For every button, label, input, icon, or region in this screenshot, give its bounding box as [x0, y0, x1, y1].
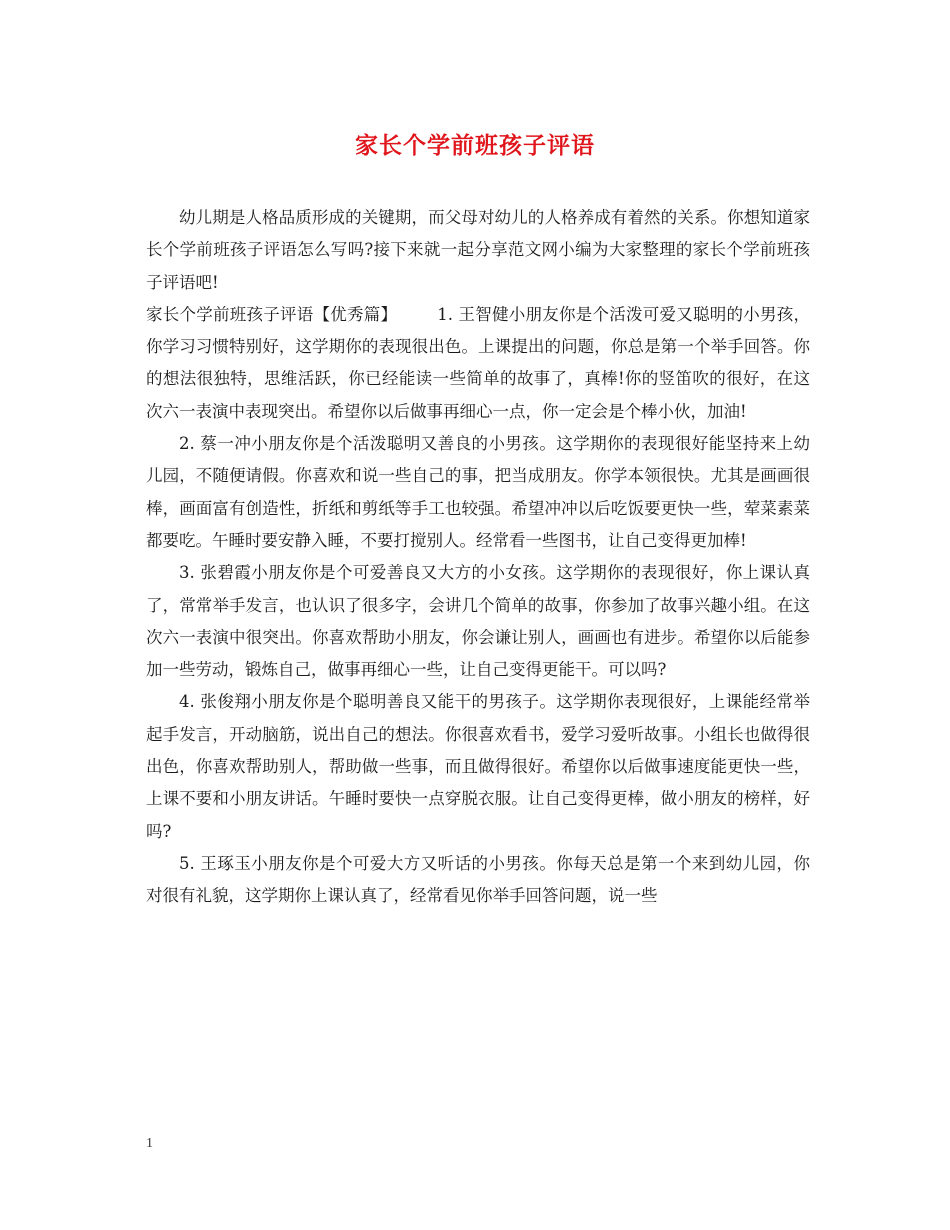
page-number: 1: [146, 1136, 153, 1151]
comment-item: 2. 蔡一冲小朋友你是个活泼聪明又善良的小男孩。这学期你的表现很好能坚持来上幼儿园，不随便请假。你喜欢和说一些自己的事，把当成朋友。你学本领很快。尤其是画画很棒，画面富有创造性，折纸和剪纸等手工也较强。希望冲冲以后吃饭要更快一些，荤菜素菜都要吃。午睡时要安静入睡，不要打搅别人。经常看一些图书，让自己变得更加棒!: [146, 434, 810, 550]
first-comment-paragraph: [146, 299, 810, 428]
document-body: [146, 202, 810, 913]
section-heading: 家长个学前班孩子评语【优秀篇】: [146, 304, 398, 324]
comment-item: 5. 王琢玉小朋友你是个可爱大方又听话的小男孩。你每天总是第一个来到幼儿园，你对很有礼貌，这学期你上课认真了，经常看见你举手回答问题，说一些: [146, 853, 810, 906]
comment-item: 1. 王智健小朋友你是个活泼可爱又聪明的小男孩，你学习习惯特别好，这学期你的表现很出色。上课提出的问题，你总是第一个举手回答。你的想法很独特，思维活跃，你已经能读一些简单的故事了，真棒!你的竖笛吹的很好，在这次六一表演中表现突出。希望你以后做事再细心一点，你一定会是个棒小伙，加油!: [146, 304, 810, 421]
comment-item: 4. 张俊翔小朋友你是个聪明善良又能干的男孩子。这学期你表现很好，上课能经常举起手发言，开动脑筋，说出自己的想法。你很喜欢看书，爱学习爱听故事。小组长也做得很出色，你喜欢帮助别人，帮助做一些事，而且做得很好。希望你以后做事速度能更快一些，上课不要和小朋友讲话。午睡时要快一点穿脱衣服。让自己变得更棒，做小朋友的榜样，好吗?: [146, 692, 810, 841]
comment-item: 3. 张碧霞小朋友你是个可爱善良又大方的小女孩。这学期你的表现很好，你上课认真了，常常举手发言，也认识了很多字，会讲几个简单的故事，你参加了故事兴趣小组。在这次六一表演中很突出。你喜欢帮助小朋友，你会谦让别人，画画也有进步。希望你以后能参加一些劳动，锻炼自己，做事再细心一些，让自己变得更能干。可以吗?: [146, 563, 810, 680]
document-title: 家长个学前班孩子评语: [355, 132, 595, 159]
intro-paragraph: 幼儿期是人格品质形成的关键期，而父母对幼儿的人格养成有着然的关系。你想知道家长个学前班孩子评语怎么写吗?接下来就一起分享范文网小编为大家整理的家长个学前班孩子评语吧!: [146, 208, 810, 292]
